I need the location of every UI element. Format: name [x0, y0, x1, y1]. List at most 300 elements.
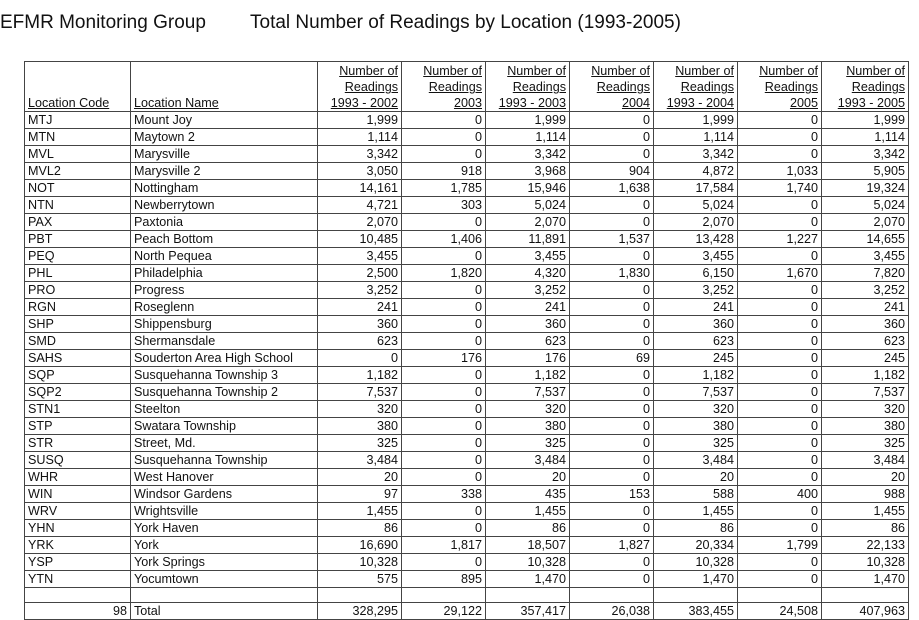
readings-1993-2004-cell: 13,428: [654, 231, 738, 248]
readings-1993-2002-cell: 14,161: [318, 180, 402, 197]
readings-2004-cell: 0: [570, 112, 654, 129]
readings-2004-cell: 0: [570, 129, 654, 146]
readings-2005-cell: 0: [738, 452, 822, 469]
readings-2005-cell: 0: [738, 350, 822, 367]
readings-2003-cell: 1,785: [402, 180, 486, 197]
location-name-cell: Susquehanna Township 3: [131, 367, 318, 384]
readings-2005-cell: 1,799: [738, 537, 822, 554]
table-row: [25, 333, 909, 350]
readings-2004-cell: 1,830: [570, 265, 654, 282]
readings-1993-2003-cell: 3,968: [486, 163, 570, 180]
readings-2004-cell: 0: [570, 197, 654, 214]
readings-1993-2003-cell: 623: [486, 333, 570, 350]
table-row: [25, 571, 909, 588]
readings-2005-cell: 0: [738, 299, 822, 316]
readings-1993-2003-cell: 1,470: [486, 571, 570, 588]
table-row: [25, 418, 909, 435]
total-cell: 26,038: [570, 603, 654, 620]
readings-1993-2004-cell: 360: [654, 316, 738, 333]
readings-1993-2002-cell: 1,999: [318, 112, 402, 129]
readings-1993-2002-cell: 325: [318, 435, 402, 452]
location-name-cell: Marysville: [131, 146, 318, 163]
readings-2003-cell: 176: [402, 350, 486, 367]
location-name-cell: West Hanover: [131, 469, 318, 486]
readings-1993-2005-cell: 1,999: [822, 112, 909, 129]
location-code-cell: YHN: [25, 520, 131, 537]
readings-table-container: [24, 61, 908, 617]
report-title: Total Number of Readings by Location (1993-2005): [250, 12, 681, 33]
table-row: [25, 469, 909, 486]
readings-1993-2002-cell: 1,455: [318, 503, 402, 520]
readings-1993-2005-cell: 7,537: [822, 384, 909, 401]
readings-1993-2003-cell: 1,455: [486, 503, 570, 520]
readings-2005-cell: 0: [738, 520, 822, 537]
table-row: [25, 163, 909, 180]
readings-2003-cell: 0: [402, 214, 486, 231]
readings-2005-cell: 0: [738, 401, 822, 418]
readings-2004-cell: 0: [570, 146, 654, 163]
location-name-cell: Mount Joy: [131, 112, 318, 129]
readings-2005-cell: 0: [738, 316, 822, 333]
readings-2005-cell: 1,033: [738, 163, 822, 180]
readings-1993-2002-cell: 97: [318, 486, 402, 503]
readings-1993-2005-cell: 320: [822, 401, 909, 418]
location-name-cell: Street, Md.: [131, 435, 318, 452]
table-row: [25, 435, 909, 452]
location-code-cell: WIN: [25, 486, 131, 503]
readings-1993-2004-cell: 1,114: [654, 129, 738, 146]
total-cell: 24,508: [738, 603, 822, 620]
location-code-cell: YRK: [25, 537, 131, 554]
readings-2004-cell: 0: [570, 282, 654, 299]
table-row: [25, 367, 909, 384]
readings-2004-cell: 0: [570, 469, 654, 486]
location-code-cell: WHR: [25, 469, 131, 486]
readings-1993-2002-cell: 10,328: [318, 554, 402, 571]
location-code-cell: YTN: [25, 571, 131, 588]
header-readings-1993-2005: Number of Readings 1993 - 2005: [822, 62, 909, 112]
readings-1993-2003-cell: 176: [486, 350, 570, 367]
table-row: [25, 486, 909, 503]
readings-1993-2004-cell: 17,584: [654, 180, 738, 197]
readings-1993-2004-cell: 245: [654, 350, 738, 367]
readings-1993-2005-cell: 7,820: [822, 265, 909, 282]
location-code-cell: MTJ: [25, 112, 131, 129]
readings-1993-2005-cell: 19,324: [822, 180, 909, 197]
readings-1993-2002-cell: 2,070: [318, 214, 402, 231]
location-name-cell: Marysville 2: [131, 163, 318, 180]
location-code-cell: PAX: [25, 214, 131, 231]
readings-2005-cell: 0: [738, 435, 822, 452]
readings-2003-cell: 0: [402, 248, 486, 265]
table-row: [25, 112, 909, 129]
readings-1993-2005-cell: 1,455: [822, 503, 909, 520]
readings-1993-2002-cell: 3,050: [318, 163, 402, 180]
readings-1993-2005-cell: 86: [822, 520, 909, 537]
readings-1993-2002-cell: 320: [318, 401, 402, 418]
readings-2005-cell: 1,670: [738, 265, 822, 282]
readings-1993-2002-cell: 7,537: [318, 384, 402, 401]
readings-2003-cell: 0: [402, 554, 486, 571]
readings-1993-2004-cell: 1,999: [654, 112, 738, 129]
location-name-cell: Shermansdale: [131, 333, 318, 350]
readings-2004-cell: 0: [570, 248, 654, 265]
spacer-row: [25, 588, 909, 603]
readings-2003-cell: 0: [402, 112, 486, 129]
readings-2005-cell: 400: [738, 486, 822, 503]
location-name-cell: Steelton: [131, 401, 318, 418]
readings-2003-cell: 0: [402, 367, 486, 384]
readings-1993-2004-cell: 1,182: [654, 367, 738, 384]
readings-2004-cell: 69: [570, 350, 654, 367]
location-code-cell: SQP: [25, 367, 131, 384]
readings-1993-2005-cell: 5,905: [822, 163, 909, 180]
readings-1993-2004-cell: 20: [654, 469, 738, 486]
readings-1993-2005-cell: 22,133: [822, 537, 909, 554]
readings-1993-2005-cell: 325: [822, 435, 909, 452]
readings-2003-cell: 0: [402, 469, 486, 486]
location-code-cell: SHP: [25, 316, 131, 333]
readings-1993-2004-cell: 325: [654, 435, 738, 452]
readings-2004-cell: 0: [570, 520, 654, 537]
table-row: [25, 554, 909, 571]
readings-1993-2003-cell: 5,024: [486, 197, 570, 214]
readings-2003-cell: 1,820: [402, 265, 486, 282]
location-code-cell: SMD: [25, 333, 131, 350]
readings-2004-cell: 0: [570, 214, 654, 231]
location-name-cell: Nottingham: [131, 180, 318, 197]
location-code-cell: RGN: [25, 299, 131, 316]
location-name-cell: Maytown 2: [131, 129, 318, 146]
readings-1993-2002-cell: 16,690: [318, 537, 402, 554]
readings-1993-2005-cell: 360: [822, 316, 909, 333]
header-readings-2004: Number of Readings 2004: [570, 62, 654, 112]
readings-1993-2002-cell: 623: [318, 333, 402, 350]
readings-2003-cell: 0: [402, 418, 486, 435]
table-row: [25, 520, 909, 537]
readings-2005-cell: 0: [738, 214, 822, 231]
readings-2003-cell: 1,817: [402, 537, 486, 554]
readings-2005-cell: 0: [738, 146, 822, 163]
total-cell: 29,122: [402, 603, 486, 620]
location-code-cell: MTN: [25, 129, 131, 146]
readings-1993-2005-cell: 20: [822, 469, 909, 486]
readings-1993-2004-cell: 3,455: [654, 248, 738, 265]
total-cell: 407,963: [822, 603, 909, 620]
readings-2003-cell: 0: [402, 299, 486, 316]
header-location-name: Location Name: [131, 62, 318, 112]
readings-1993-2003-cell: 3,252: [486, 282, 570, 299]
readings-1993-2004-cell: 4,872: [654, 163, 738, 180]
location-code-cell: PBT: [25, 231, 131, 248]
org-name: EFMR Monitoring Group: [0, 12, 206, 33]
readings-1993-2002-cell: 0: [318, 350, 402, 367]
readings-2004-cell: 0: [570, 316, 654, 333]
readings-1993-2003-cell: 1,182: [486, 367, 570, 384]
location-name-cell: Peach Bottom: [131, 231, 318, 248]
readings-2003-cell: 0: [402, 452, 486, 469]
readings-1993-2003-cell: 3,342: [486, 146, 570, 163]
header-location-code: Location Code: [25, 62, 131, 112]
readings-1993-2003-cell: 320: [486, 401, 570, 418]
table-row: [25, 265, 909, 282]
readings-table: [24, 61, 909, 620]
readings-1993-2003-cell: 86: [486, 520, 570, 537]
total-cell: 383,455: [654, 603, 738, 620]
header-readings-1993-2003: Number of Readings 1993 - 2003: [486, 62, 570, 112]
header-readings-1993-2002: Number of Readings 1993 - 2002: [318, 62, 402, 112]
readings-2005-cell: 1,740: [738, 180, 822, 197]
readings-2004-cell: 1,537: [570, 231, 654, 248]
readings-2003-cell: 0: [402, 435, 486, 452]
table-row: [25, 503, 909, 520]
readings-1993-2003-cell: 7,537: [486, 384, 570, 401]
readings-2003-cell: 918: [402, 163, 486, 180]
total-cell: 357,417: [486, 603, 570, 620]
table-body: [25, 112, 909, 588]
location-name-cell: Progress: [131, 282, 318, 299]
table-row: [25, 350, 909, 367]
readings-1993-2004-cell: 2,070: [654, 214, 738, 231]
header-readings-2003: Number of Readings 2003: [402, 62, 486, 112]
readings-2003-cell: 0: [402, 384, 486, 401]
table-row: [25, 282, 909, 299]
readings-2005-cell: 0: [738, 248, 822, 265]
readings-2004-cell: 0: [570, 435, 654, 452]
readings-1993-2002-cell: 575: [318, 571, 402, 588]
readings-1993-2004-cell: 7,537: [654, 384, 738, 401]
readings-2004-cell: 153: [570, 486, 654, 503]
readings-1993-2002-cell: 3,455: [318, 248, 402, 265]
readings-1993-2005-cell: 1,182: [822, 367, 909, 384]
readings-2005-cell: 0: [738, 503, 822, 520]
header-readings-2005: Number of Readings 2005: [738, 62, 822, 112]
readings-1993-2003-cell: 435: [486, 486, 570, 503]
readings-2003-cell: 338: [402, 486, 486, 503]
readings-2004-cell: 0: [570, 333, 654, 350]
location-code-cell: PHL: [25, 265, 131, 282]
table-row: [25, 146, 909, 163]
readings-2005-cell: 0: [738, 384, 822, 401]
location-code-cell: STR: [25, 435, 131, 452]
location-code-cell: NOT: [25, 180, 131, 197]
table-row: [25, 384, 909, 401]
readings-1993-2004-cell: 320: [654, 401, 738, 418]
readings-1993-2004-cell: 623: [654, 333, 738, 350]
table-row: [25, 180, 909, 197]
table-row: [25, 197, 909, 214]
location-name-cell: Wrightsville: [131, 503, 318, 520]
readings-2005-cell: 0: [738, 418, 822, 435]
readings-2004-cell: 0: [570, 367, 654, 384]
total-row: [25, 603, 909, 620]
readings-1993-2005-cell: 1,470: [822, 571, 909, 588]
readings-1993-2003-cell: 3,484: [486, 452, 570, 469]
readings-2005-cell: 0: [738, 333, 822, 350]
location-name-cell: Souderton Area High School: [131, 350, 318, 367]
readings-1993-2002-cell: 3,252: [318, 282, 402, 299]
readings-2003-cell: 0: [402, 401, 486, 418]
readings-2003-cell: 0: [402, 520, 486, 537]
readings-2003-cell: 0: [402, 333, 486, 350]
readings-2004-cell: 0: [570, 401, 654, 418]
readings-1993-2005-cell: 988: [822, 486, 909, 503]
readings-1993-2003-cell: 2,070: [486, 214, 570, 231]
readings-2004-cell: 0: [570, 503, 654, 520]
location-code-cell: SAHS: [25, 350, 131, 367]
location-name-cell: Philadelphia: [131, 265, 318, 282]
readings-1993-2003-cell: 3,455: [486, 248, 570, 265]
readings-2003-cell: 0: [402, 503, 486, 520]
readings-1993-2004-cell: 5,024: [654, 197, 738, 214]
location-code-cell: SUSQ: [25, 452, 131, 469]
readings-2005-cell: 0: [738, 197, 822, 214]
readings-1993-2003-cell: 1,999: [486, 112, 570, 129]
location-name-cell: Shippensburg: [131, 316, 318, 333]
location-name-cell: Yocumtown: [131, 571, 318, 588]
location-code-cell: SQP2: [25, 384, 131, 401]
readings-1993-2004-cell: 3,252: [654, 282, 738, 299]
readings-2003-cell: 0: [402, 129, 486, 146]
location-name-cell: Roseglenn: [131, 299, 318, 316]
readings-1993-2003-cell: 241: [486, 299, 570, 316]
readings-1993-2004-cell: 1,470: [654, 571, 738, 588]
location-name-cell: Susquehanna Township: [131, 452, 318, 469]
readings-1993-2002-cell: 10,485: [318, 231, 402, 248]
location-code-cell: PRO: [25, 282, 131, 299]
table-row: [25, 316, 909, 333]
location-code-cell: PEQ: [25, 248, 131, 265]
readings-1993-2003-cell: 11,891: [486, 231, 570, 248]
readings-1993-2005-cell: 245: [822, 350, 909, 367]
readings-1993-2004-cell: 86: [654, 520, 738, 537]
total-location-count: 98: [25, 603, 131, 620]
readings-1993-2003-cell: 10,328: [486, 554, 570, 571]
readings-2004-cell: 1,638: [570, 180, 654, 197]
readings-2003-cell: 0: [402, 282, 486, 299]
readings-2003-cell: 0: [402, 316, 486, 333]
table-row: [25, 214, 909, 231]
readings-1993-2005-cell: 380: [822, 418, 909, 435]
location-code-cell: MVL: [25, 146, 131, 163]
table-row: [25, 248, 909, 265]
table-header: [25, 62, 909, 112]
table-row: [25, 231, 909, 248]
location-name-cell: Windsor Gardens: [131, 486, 318, 503]
readings-1993-2003-cell: 325: [486, 435, 570, 452]
readings-2004-cell: 0: [570, 452, 654, 469]
location-name-cell: Susquehanna Township 2: [131, 384, 318, 401]
readings-1993-2003-cell: 1,114: [486, 129, 570, 146]
readings-2005-cell: 0: [738, 282, 822, 299]
readings-1993-2002-cell: 1,182: [318, 367, 402, 384]
readings-1993-2005-cell: 3,252: [822, 282, 909, 299]
readings-1993-2002-cell: 380: [318, 418, 402, 435]
readings-1993-2005-cell: 3,455: [822, 248, 909, 265]
readings-2005-cell: 0: [738, 112, 822, 129]
readings-1993-2005-cell: 1,114: [822, 129, 909, 146]
readings-1993-2005-cell: 5,024: [822, 197, 909, 214]
readings-1993-2002-cell: 2,500: [318, 265, 402, 282]
readings-1993-2004-cell: 1,455: [654, 503, 738, 520]
table-footer: [25, 588, 909, 620]
readings-1993-2005-cell: 623: [822, 333, 909, 350]
readings-1993-2003-cell: 20: [486, 469, 570, 486]
readings-1993-2002-cell: 3,342: [318, 146, 402, 163]
readings-1993-2002-cell: 241: [318, 299, 402, 316]
readings-1993-2003-cell: 380: [486, 418, 570, 435]
readings-1993-2002-cell: 4,721: [318, 197, 402, 214]
readings-2004-cell: 0: [570, 299, 654, 316]
readings-2003-cell: 895: [402, 571, 486, 588]
readings-1993-2004-cell: 6,150: [654, 265, 738, 282]
readings-1993-2004-cell: 380: [654, 418, 738, 435]
readings-1993-2003-cell: 18,507: [486, 537, 570, 554]
location-name-cell: York Springs: [131, 554, 318, 571]
readings-2003-cell: 303: [402, 197, 486, 214]
readings-1993-2005-cell: 10,328: [822, 554, 909, 571]
readings-2005-cell: 0: [738, 554, 822, 571]
table-row: [25, 299, 909, 316]
readings-1993-2003-cell: 15,946: [486, 180, 570, 197]
readings-2004-cell: 904: [570, 163, 654, 180]
readings-1993-2002-cell: 3,484: [318, 452, 402, 469]
readings-2003-cell: 0: [402, 146, 486, 163]
total-cell: 328,295: [318, 603, 402, 620]
location-name-cell: Paxtonia: [131, 214, 318, 231]
readings-1993-2002-cell: 86: [318, 520, 402, 537]
location-name-cell: Swatara Township: [131, 418, 318, 435]
location-name-cell: North Pequea: [131, 248, 318, 265]
location-code-cell: STP: [25, 418, 131, 435]
table-row: [25, 537, 909, 554]
readings-2005-cell: 0: [738, 367, 822, 384]
readings-2004-cell: 0: [570, 384, 654, 401]
table-row: [25, 401, 909, 418]
readings-1993-2004-cell: 3,342: [654, 146, 738, 163]
location-code-cell: STN1: [25, 401, 131, 418]
readings-1993-2005-cell: 3,342: [822, 146, 909, 163]
readings-1993-2002-cell: 20: [318, 469, 402, 486]
location-name-cell: York Haven: [131, 520, 318, 537]
location-code-cell: NTN: [25, 197, 131, 214]
readings-1993-2005-cell: 3,484: [822, 452, 909, 469]
readings-2005-cell: 1,227: [738, 231, 822, 248]
readings-1993-2005-cell: 14,655: [822, 231, 909, 248]
readings-1993-2002-cell: 1,114: [318, 129, 402, 146]
header-readings-1993-2004: Number of Readings 1993 - 2004: [654, 62, 738, 112]
readings-1993-2004-cell: 588: [654, 486, 738, 503]
readings-1993-2002-cell: 360: [318, 316, 402, 333]
total-label: Total: [131, 603, 318, 620]
location-code-cell: MVL2: [25, 163, 131, 180]
table-row: [25, 129, 909, 146]
readings-2004-cell: 0: [570, 418, 654, 435]
location-name-cell: York: [131, 537, 318, 554]
readings-1993-2004-cell: 20,334: [654, 537, 738, 554]
readings-1993-2004-cell: 10,328: [654, 554, 738, 571]
readings-1993-2005-cell: 241: [822, 299, 909, 316]
readings-1993-2005-cell: 2,070: [822, 214, 909, 231]
readings-1993-2003-cell: 4,320: [486, 265, 570, 282]
readings-1993-2004-cell: 241: [654, 299, 738, 316]
table-row: [25, 452, 909, 469]
location-code-cell: WRV: [25, 503, 131, 520]
location-code-cell: YSP: [25, 554, 131, 571]
readings-2003-cell: 1,406: [402, 231, 486, 248]
location-name-cell: Newberrytown: [131, 197, 318, 214]
readings-2004-cell: 0: [570, 554, 654, 571]
